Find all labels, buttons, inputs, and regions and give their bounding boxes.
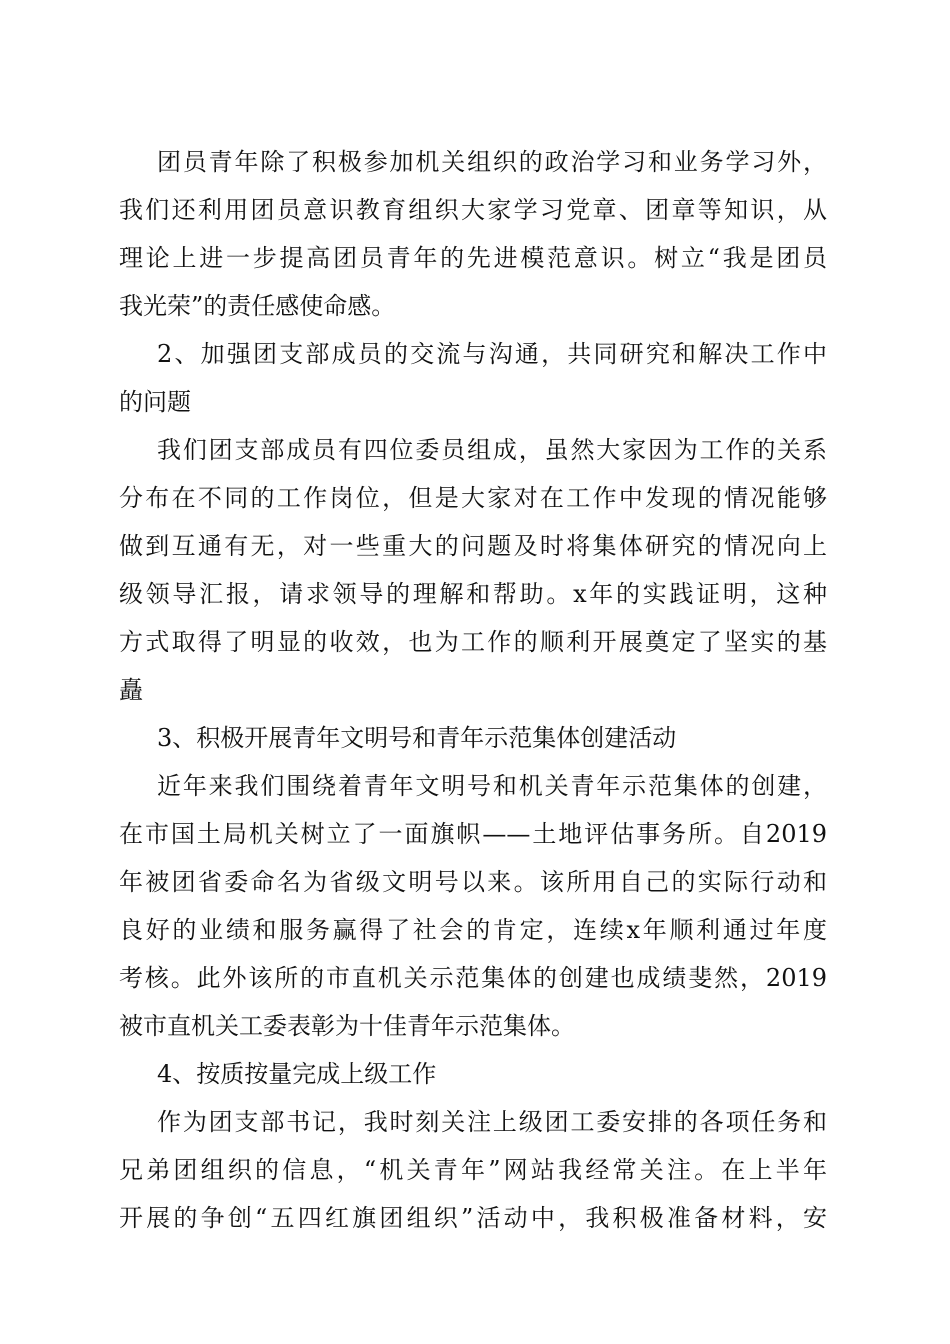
text-line: 被市直机关工委表彰为十佳青年示范集体。 [119, 1012, 575, 1040]
text-line: 矗 [119, 676, 143, 704]
section-heading: 4、按质按量完成上级工作 [157, 1060, 437, 1088]
text-line: 开展的争创“五四红旗团组织”活动中，我积极准备材料，安 [119, 1204, 827, 1232]
text-line: 在市国土局机关树立了一面旗帜——土地评估事务所。自2019 [119, 820, 827, 848]
text-line: 考核。此外该所的市直机关示范集体的创建也成绩斐然，2019 [119, 964, 827, 992]
text-line: 我光荣”的责任感使命感。 [119, 292, 396, 320]
section-heading: 的问题 [119, 388, 191, 416]
text-line: 作为团支部书记，我时刻关注上级团工委安排的各项任务和 [157, 1108, 827, 1136]
text-line: 年被团省委命名为省级文明号以来。该所用自己的实际行动和 [119, 868, 827, 896]
text-line: 团员青年除了积极参加机关组织的政治学习和业务学习外， [157, 148, 827, 176]
text-line: 级领导汇报，请求领导的理解和帮助。x年的实践证明，这种 [119, 580, 827, 608]
text-line: 做到互通有无，对一些重大的问题及时将集体研究的情况向上 [119, 532, 827, 560]
text-line: 我们团支部成员有四位委员组成，虽然大家因为工作的关系 [157, 436, 827, 464]
section-heading: 3、积极开展青年文明号和青年示范集体创建活动 [157, 724, 677, 752]
text-line: 我们还利用团员意识教育组织大家学习党章、团章等知识，从 [119, 196, 827, 224]
text-line: 良好的业绩和服务赢得了社会的肯定，连续x年顺利通过年度 [119, 916, 827, 944]
text-line: 理论上进一步提高团员青年的先进模范意识。树立“我是团员 [119, 244, 827, 272]
section-heading: 2、加强团支部成员的交流与沟通，共同研究和解决工作中 [157, 340, 827, 368]
text-line: 近年来我们围绕着青年文明号和机关青年示范集体的创建， [157, 772, 827, 800]
text-line: 分布在不同的工作岗位，但是大家对在工作中发现的情况能够 [119, 484, 827, 512]
text-line: 兄弟团组织的信息，“机关青年”网站我经常关注。在上半年 [119, 1156, 827, 1184]
text-line: 方式取得了明显的收效，也为工作的顺利开展奠定了坚实的基 [119, 628, 827, 656]
